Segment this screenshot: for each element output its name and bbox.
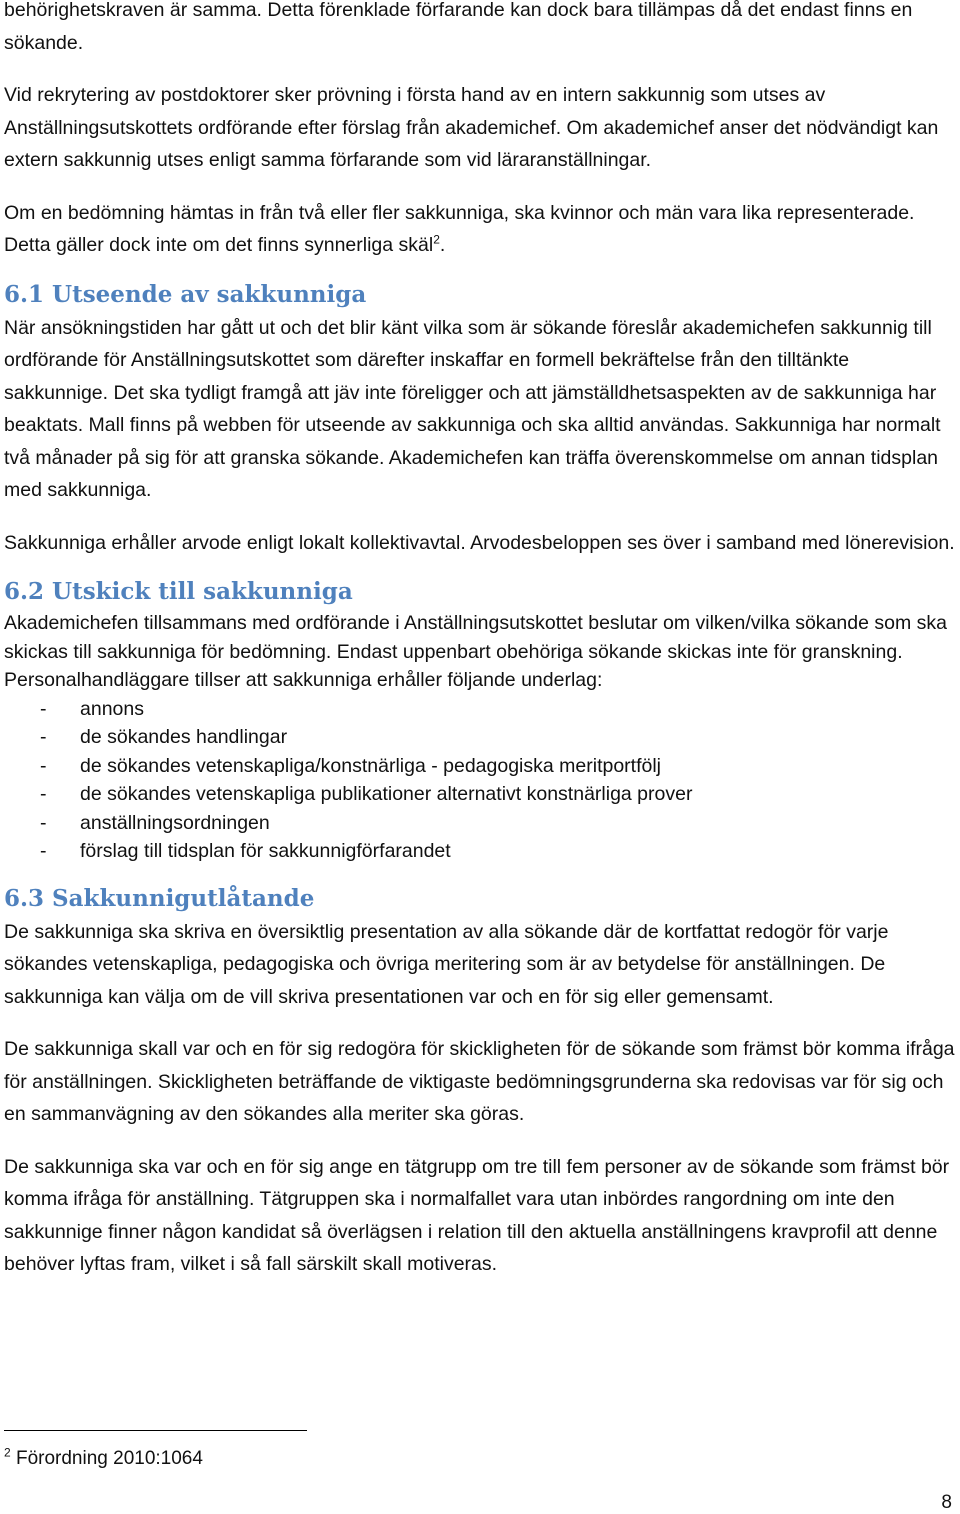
- paragraph-documentation-intro: Personalhandläggare tillser att sakkunniga erhåller följande underlag:: [4, 669, 603, 691]
- document-page: [4, 0, 956, 1281]
- gender-balance-end: .: [439, 234, 446, 256]
- gender-balance-text: Om en bedömning hämtas in från två eller fler sakkunniga, ska kvinnor och män vara lika representerade. Detta gäller dock inte om det finns synnerliga skäl: [4, 201, 915, 256]
- paragraph-overview-presentation: De sakkunniga ska skriva en översiktlig presentation av alla sökande där de kortfattat redogör för varje sökandes vetenskapliga, pedagogiska och övriga meritering som är av betydelse för anställningen. De sakkunniga kan välja om de vill skriva presentationen var och en för sig eller gemensamt.: [4, 920, 889, 1008]
- paragraph-dispatch-decision: Akademichefen tillsammans med ordförande i Anställningsutskottet beslutar om vilken/vilka sökande som ska skickas till sakkunniga för bedömning. Endast uppenbart obehöriga sökande skickas inte för granskning.: [4, 612, 947, 663]
- documentation-list: [4, 695, 956, 866]
- section-heading-6-3: 6.3 Sakkunnigutlåtande: [4, 884, 315, 912]
- footnote: [4, 1446, 203, 1472]
- section-heading-6-2: 6.2 Utskick till sakkunniga: [4, 578, 353, 605]
- list-item: - anställningsordningen: [4, 809, 956, 838]
- list-item: - de sökandes vetenskapliga/konstnärliga - pedagogiska meritportfölj: [4, 752, 956, 781]
- paragraph-appointment-of-experts: När ansökningstiden har gått ut och det blir känt vilka som är sökande föreslår akademichefen sakkunnig till ordförande för Anställningsutskottet som därefter inskaffar en formell bekräftelse från den tilltänkte sakkunnige. Det ska tydligt framgå att jäv inte föreligger och att jämställdhetsaspekten av de sakkunniga har beaktats. Mall finns på webben för utseende av sakkunniga och ska alltid användas. Sakkunniga har normalt två månader på sig för att granska sökande. Akademichefen kan träffa överenskommelse om annan tidsplan med sakkunniga.: [4, 316, 941, 501]
- paragraph-top-group: De sakkunniga ska var och en för sig ange en tätgrupp om tre till fem personer av de sökande som främst bör komma ifråga för anställning. Tätgruppen ska i normalfallet vara utan inbördes rangordning om inte den sakkunnige finner någon kandidat så överlägsen i relation till den aktuella anställningens kravprofil att denne behöver lyftas fram, vilket i så fall särskilt skall motiveras.: [4, 1155, 950, 1275]
- list-item: - förslag till tidsplan för sakkunnigförfarandet: [4, 837, 956, 866]
- section-heading-6-1: 6.1 Utseende av sakkunniga: [4, 280, 367, 308]
- footnote-marker: 2: [4, 1445, 11, 1460]
- footnote-text: Förordning 2010:1064: [10, 1448, 203, 1469]
- paragraph-expert-fees: Sakkunniga erhåller arvode enligt lokalt kollektivavtal. Arvodesbeloppen ses över i samband med lönerevision.: [4, 531, 955, 554]
- list-item: - de sökandes vetenskapliga publikationer alternativt konstnärliga prover: [4, 780, 956, 809]
- footnote-divider: [4, 1430, 307, 1431]
- list-item: - annons: [4, 695, 956, 724]
- list-item: - de sökandes handlingar: [4, 723, 956, 752]
- paragraph-gender-balance: [4, 197, 956, 262]
- footnote-reference[interactable]: 2: [433, 232, 440, 247]
- paragraph-skill-assessment: De sakkunniga skall var och en för sig redogöra för skickligheten för de sökande som främst bör komma ifråga för anställningen. Skickligheten beträffande de viktigaste bedömningsgrunderna ska redovisas var för sig och en sammanvägning av den sökandes alla meriter ska göras.: [4, 1038, 955, 1125]
- paragraph-eligibility: behörighetskraven är samma. Detta förenklade förfarande kan dock bara tillämpas då det endast finns en sökande.: [4, 0, 913, 54]
- paragraph-postdoc-recruitment: Vid rekrytering av postdoktorer sker prövning i första hand av en intern sakkunnig som utses av Anställningsutskottets ordförande efter förslag från akademichef. Om akademichef anser det nödvändigt kan extern sakkunnig utses enligt samma förfarande som vid läraranställningar.: [4, 84, 939, 171]
- page-number: 8: [941, 1492, 952, 1513]
